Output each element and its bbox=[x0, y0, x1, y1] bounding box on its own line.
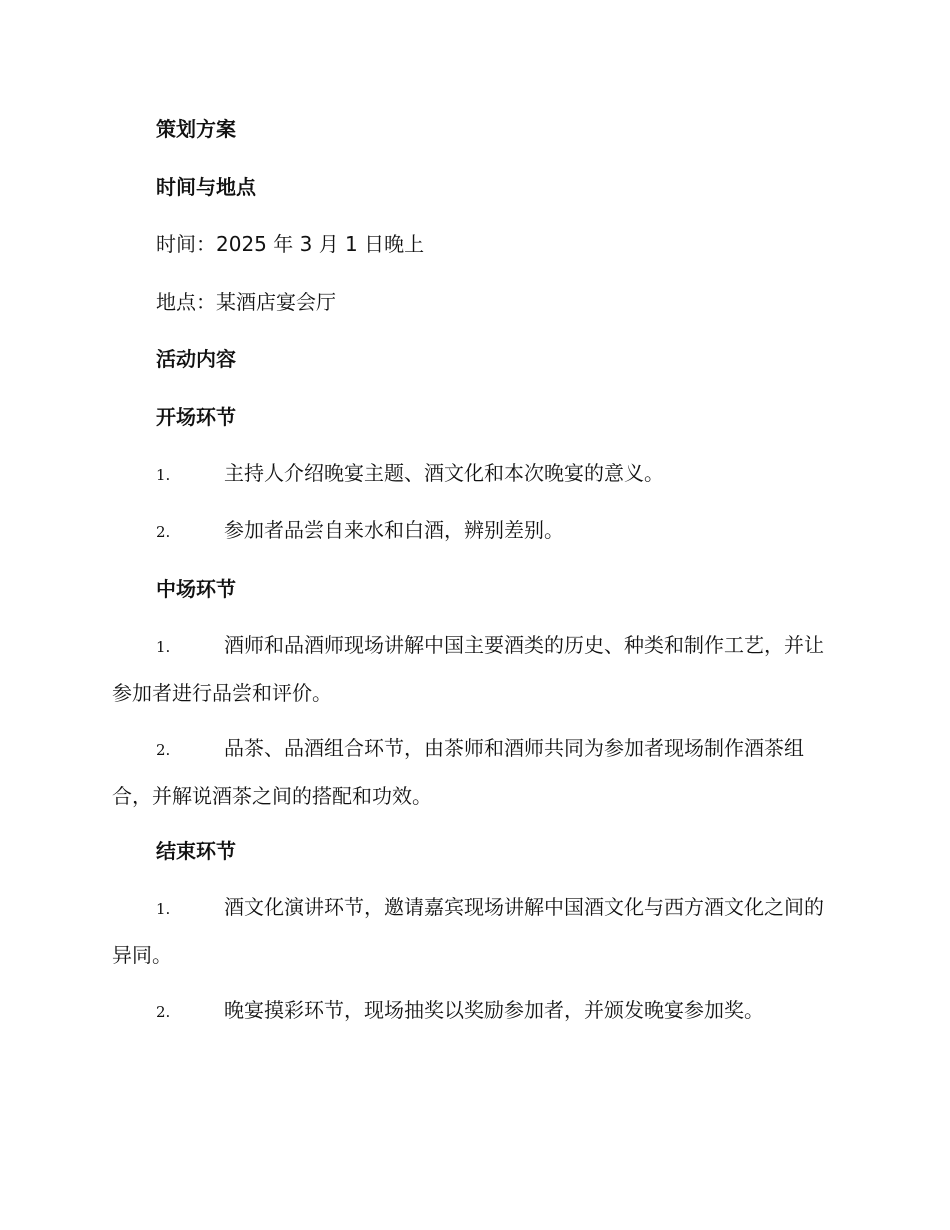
place-line: 地点：某酒店宴会厅 bbox=[156, 290, 336, 314]
opening-heading: 开场环节 bbox=[156, 405, 236, 429]
ending-heading: 结束环节 bbox=[156, 839, 236, 863]
list-number: 2. bbox=[156, 523, 171, 541]
list-text: 品茶、品酒组合环节，由茶师和酒师共同为参加者现场制作酒茶组合，并解说酒茶之间的搭配和功效。 bbox=[112, 736, 804, 808]
doc-title: 策划方案 bbox=[156, 117, 236, 141]
list-number: 1. bbox=[156, 900, 171, 918]
list-text: 主持人介绍晚宴主题、酒文化和本次晚宴的意义。 bbox=[224, 461, 664, 485]
list-number: 1. bbox=[156, 638, 171, 656]
list-item bbox=[112, 884, 837, 978]
list-text: 酒文化演讲环节，邀请嘉宾现场讲解中国酒文化与西方酒文化之间的异同。 bbox=[112, 895, 824, 967]
list-number: 2. bbox=[156, 741, 171, 759]
section-heading-content: 活动内容 bbox=[156, 347, 236, 371]
list-item bbox=[112, 507, 837, 555]
section-heading-time-place: 时间与地点 bbox=[156, 175, 256, 199]
list-text: 酒师和品酒师现场讲解中国主要酒类的历史、种类和制作工艺，并让参加者进行品尝和评价。 bbox=[112, 633, 824, 705]
list-item bbox=[112, 987, 837, 1035]
middle-heading: 中场环节 bbox=[156, 577, 236, 601]
list-number: 1. bbox=[156, 466, 171, 484]
list-text: 参加者品尝自来水和白酒，辨别差别。 bbox=[224, 518, 564, 542]
list-item bbox=[112, 450, 837, 498]
list-text: 晚宴摸彩环节，现场抽奖以奖励参加者，并颁发晚宴参加奖。 bbox=[224, 998, 764, 1022]
list-number: 2. bbox=[156, 1003, 171, 1021]
list-item bbox=[112, 622, 837, 716]
list-item bbox=[112, 725, 837, 819]
time-line: 时间：2025 年 3 月 1 日晚上 bbox=[156, 232, 425, 256]
